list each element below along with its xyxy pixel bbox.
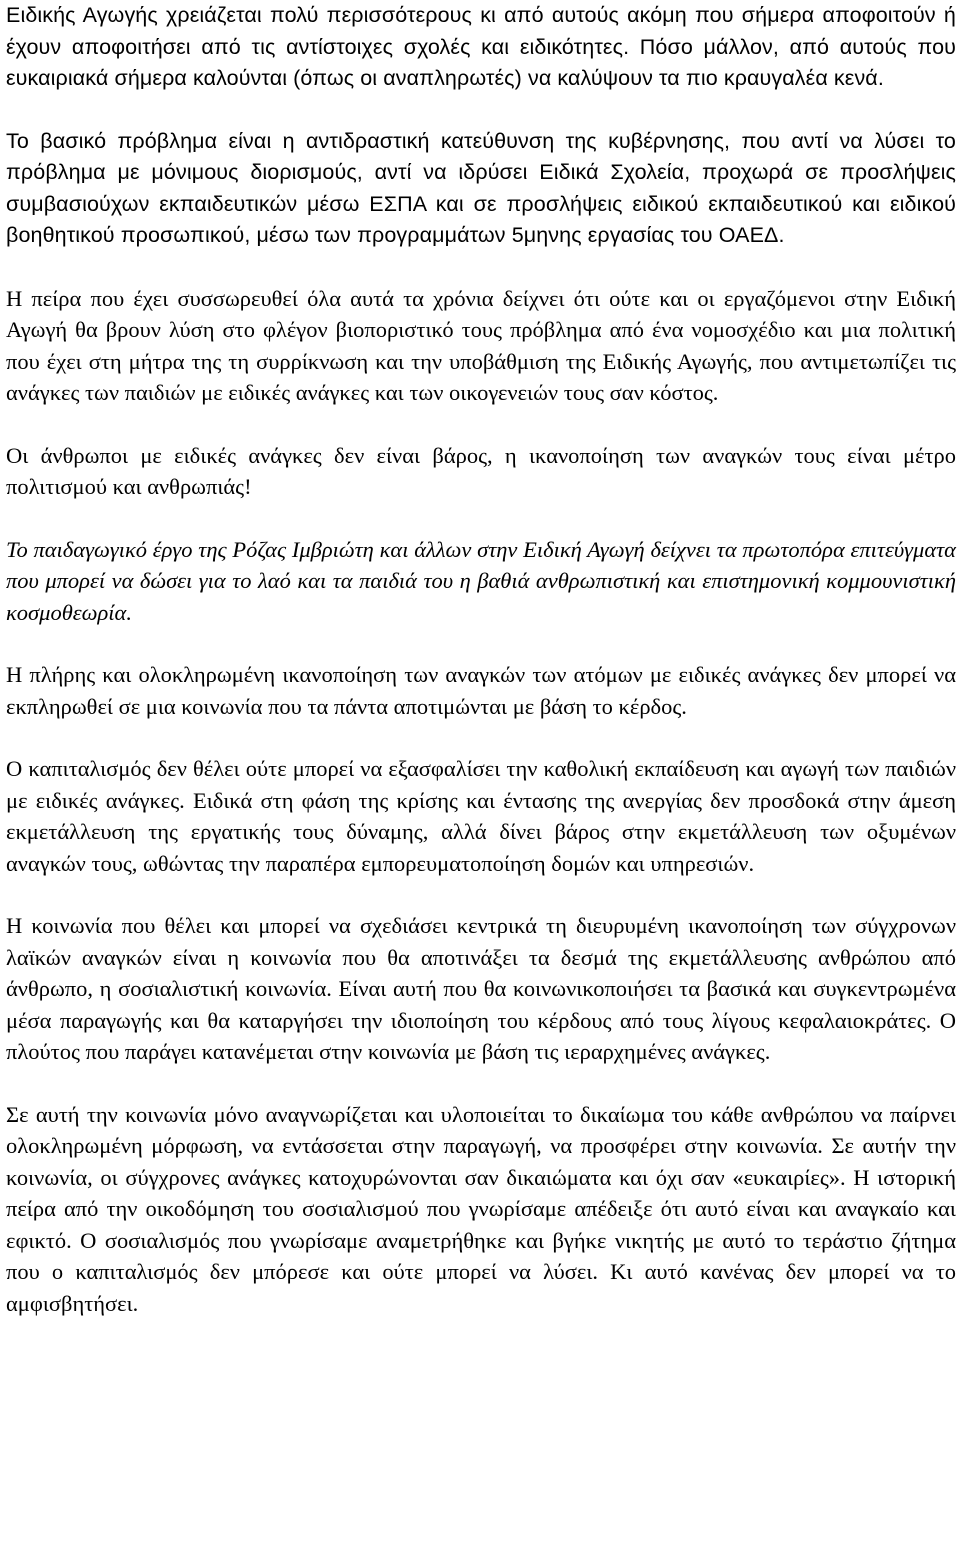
paragraph-capitalism: Ο καπιταλισμός δεν θέλει ούτε μπορεί να εξασφαλίσει την καθολική εκπαίδευση και αγωγή των παιδιών με ειδικές ανάγκες. Ειδικά στη φάση της κρίσης και έντασης της ανεργίας δεν προσδοκά στην άμεση εκμετάλλευση της εργατικής τους δύναμης, αλλά δίνει βάρος στην εκμετάλλευση των οξυμένων αναγκών τους, ωθώντας την παραπέρα εμπορευματοποίηση δομών και υπηρεσιών. [6, 756, 956, 876]
paragraph-full-satisfaction: Η πλήρης και ολοκληρωμένη ικανοποίηση των αναγκών των ατόμων με ειδικές ανάγκες δεν μπορεί να εκπληρωθεί σε μια κοινωνία που τα πάντα αποτιμώνται με βάση το κέρδος. [6, 662, 956, 719]
paragraph-rights: Σε αυτή την κοινωνία μόνο αναγνωρίζεται και υλοποιείται το δικαίωμα του κάθε ανθρώπου να παίρνει ολοκληρωμένη μόρφωση, να εντάσσεται στην παραγωγή, να προσφέρει στην κοινωνία. Σε αυτήν την κοινωνία, οι σύγχρονες ανάγκες κατοχυρώνονται σαν δικαιώματα και όχι σαν «ευκαιρίες». Η ιστορική πείρα από την οικοδόμηση του σοσιαλισμού που γνωρίσαμε απέδειξε ότι αυτό είναι και αναγκαίο και εφικτό. Ο σοσιαλισμός που γνωρίσαμε αναμετρήθηκε και βγήκε νικητής με αυτό το τεράστιο ζήτημα που ο καπιταλισμός δεν μπόρεσε και ούτε μπορεί να λύσει. Κι αυτό κανένας δεν μπορεί να το αμφισβητήσει. [6, 1101, 956, 1316]
paragraph-government-policy: Το βασικό πρόβλημα είναι η αντιδραστική κατεύθυνση της κυβέρνησης, που αντί να λύσει το πρόβλημα με μόνιμους διορισμούς, αντί να ιδρύσει Ειδικά Σχολεία, προχωρά σε προσλήψεις συμβασιούχων εκπαιδευτικών μέσω ΕΣΠΑ και σε προσλήψεις ειδικού εκπαιδευτικού και ειδικού βοηθητικού προσωπικού, μέσω των προγραμμάτων 5μηνης εργασίας του ΟΑΕΔ. [6, 128, 956, 247]
paragraph-pedagogical-work: Το παιδαγωγικό έργο της Ρόζας Ιμβριώτη και άλλων στην Ειδική Αγωγή δείχνει τα πρωτοπόρα επιτεύγματα που μπορεί να δώσει για το λαό και τα παιδιά του η βαθιά ανθρωπιστική και επιστημονική κομμουνιστική κοσμοθεωρία. [6, 536, 956, 625]
paragraph-people-not-burden: Οι άνθρωποι με ειδικές ανάγκες δεν είναι βάρος, η ικανοποίηση των αναγκών τους είναι μέτρο πολιτισμού και ανθρωπιάς! [6, 442, 956, 499]
paragraph-special-education-staff: Ειδικής Αγωγής χρειάζεται πολύ περισσότερους κι από αυτούς ακόμη που σήμερα αποφοιτούν ή έχουν αποφοιτήσει από τις αντίστοιχες σχολές και ειδικότητες. Πόσο μάλλον, από αυτούς που ευκαιριακά σήμερα καλούνται (όπως οι αναπληρωτές) να καλύψουν τα πιο κραυγαλέα κενά. [6, 3, 956, 90]
document-page [6, 0, 956, 1350]
paragraph-socialist-society: Η κοινωνία που θέλει και μπορεί να σχεδιάσει κεντρικά τη διευρυμένη ικανοποίηση των σύγχρονων λαϊκών αναγκών είναι η κοινωνία που θα αποτινάξει τα δεσμά της εκμετάλλευσης ανθρώπου από άνθρωπο, η σοσιαλιστική κοινωνία. Είναι αυτή που θα κοινωνικοποιήσει τα βασικά και συγκεντρωμένα μέσα παραγωγής και θα καταργήσει την ιδιοποίηση του κέρδους από τους λίγους κεφαλαιοκράτες. Ο πλούτος που παράγει κατανέμεται στην κοινωνία με βάση τις ιεραρχημένες ανάγκες. [6, 913, 956, 1064]
paragraph-accumulated-experience: Η πείρα που έχει συσσωρευθεί όλα αυτά τα χρόνια δείχνει ότι ούτε και οι εργαζόμενοι στην Ειδική Αγωγή θα βρουν λύση στο φλέγον βιοποριστικό τους πρόβλημα από ένα νομοσχέδιο και μια πολιτική που έχει στη μήτρα της τη συρρίκνωση και την υποβάθμιση της Ειδικής Αγωγής, που αντιμετωπίζει τις ανάγκες των παιδιών με ειδικές ανάγκες και των οικογενειών τους σαν κόστος. [6, 285, 956, 405]
